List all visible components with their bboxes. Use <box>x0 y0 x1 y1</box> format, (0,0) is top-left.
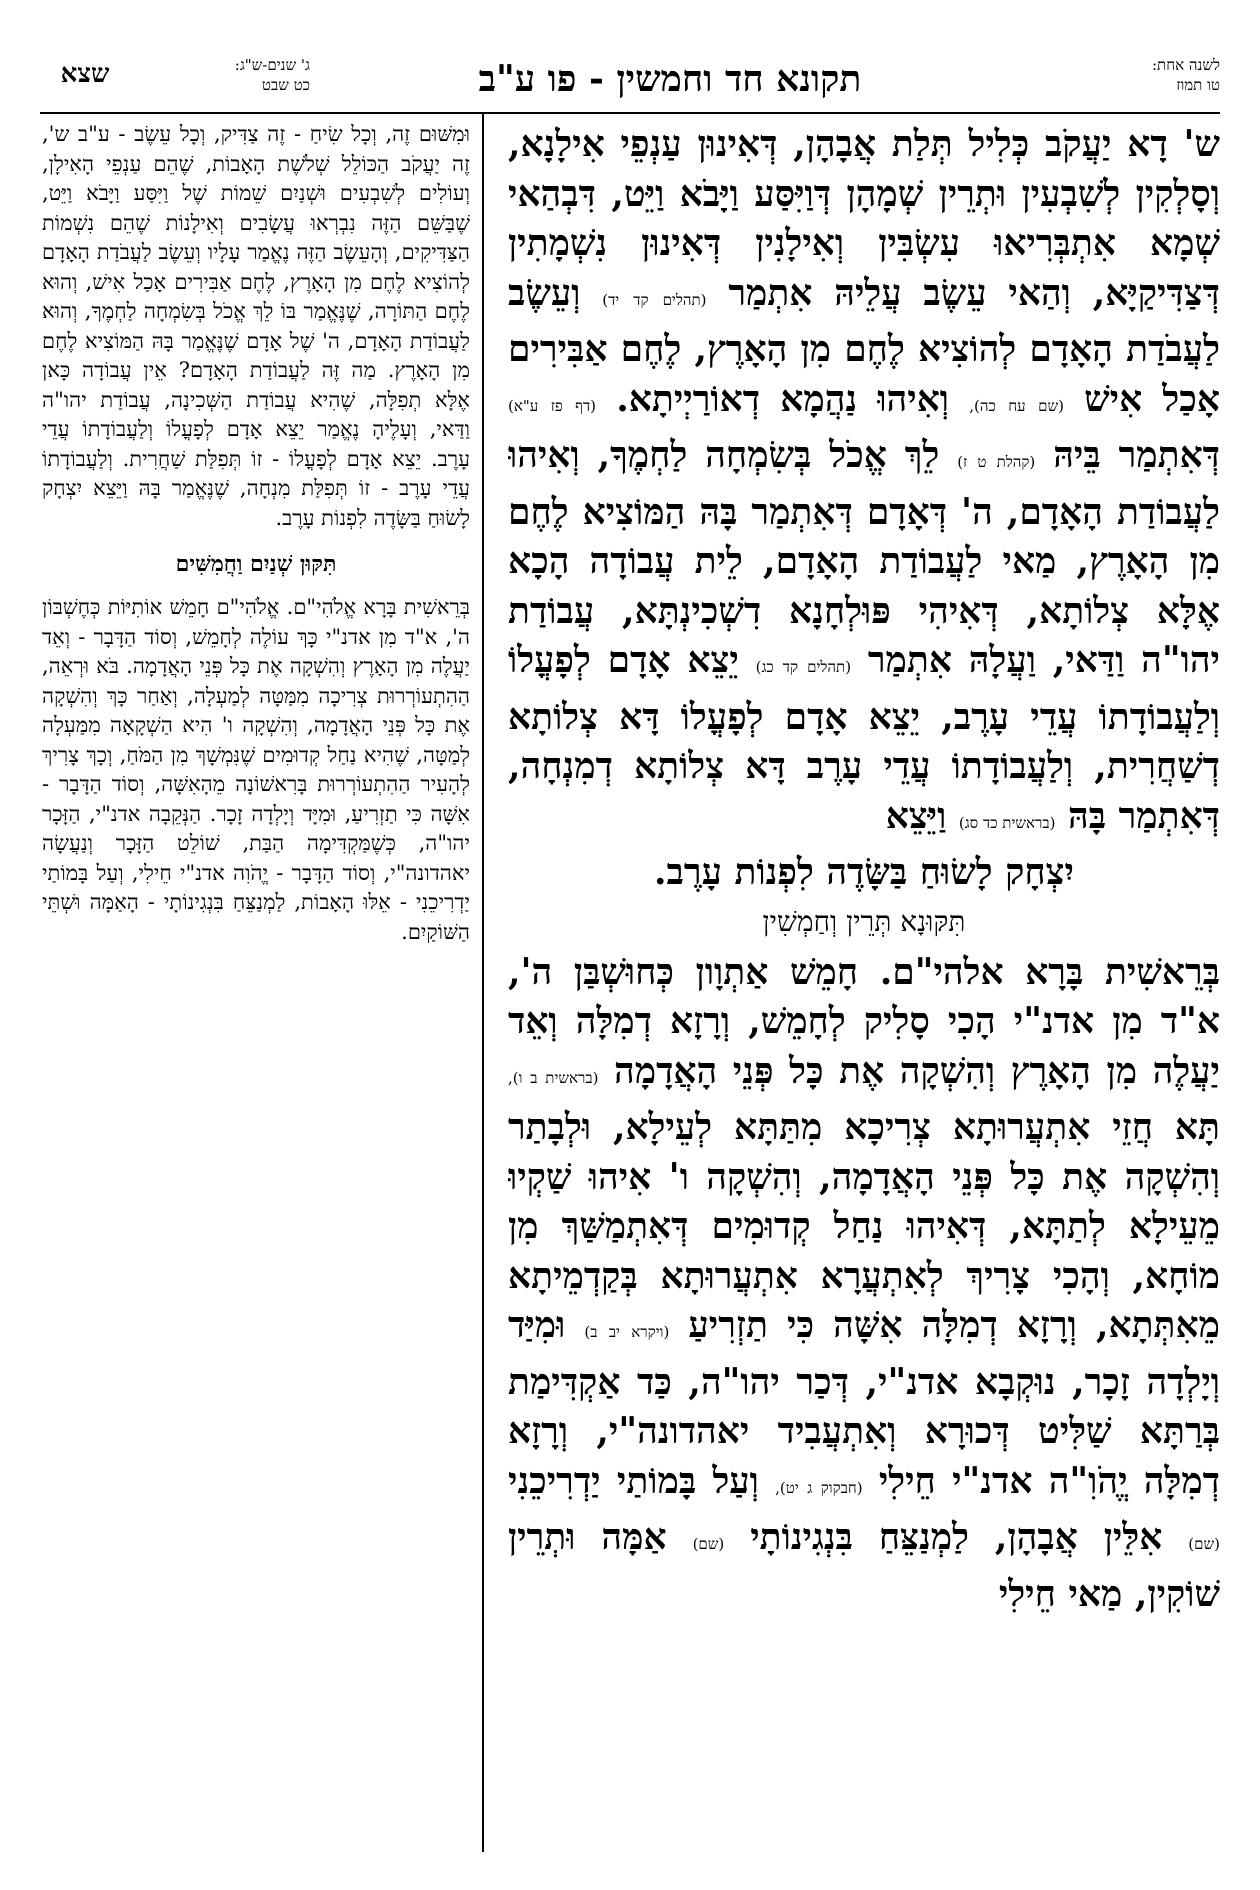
page-number: שצא <box>60 59 110 89</box>
source-reference: (בראשית כד סג) <box>958 813 1056 832</box>
source-reference: (חבקוק ג יט), <box>775 1478 863 1497</box>
main-text: יֵצֵא אָדָם לְפָעֳלוֹ וְלַעֲבוֹדָתוֹ עֲדֵי עָרֶב, יֵצֵא אָדָם לְפָעֳלוֹ דָּא צְלוֹתָא דְשַׁחֲרִית, וְלַעֲבוֹדָתוֹ עֲדֵי עָרֶב דָּא צְלוֹתָא דְמִנְחָה, דְּאִתְמַר בָּהּ <box>508 639 1220 837</box>
main-aramaic-column <box>508 120 1220 1860</box>
source-reference: (שם עח כה), <box>969 396 1064 415</box>
source-reference: (תהלים קד יד) <box>602 290 707 309</box>
main-text: אַמָּה וּתְרֵין שׁוֹקִין, מַאי חֵילִי <box>508 1516 1220 1615</box>
main-text: וּמִיַּד וְיָלְדָה זָכָר, נוּקְבָא אדנ"י, דְּכַר יהו"ה, כַּד אַקְדִּימַת בְּרַתָּא שַׁלִּיט דְּכוּרָא וְאִתְעֲבִיד יאהדונה"י, וְרָזָא דְמִלָּה יֱהֹוִ"ה אדנ"י חֵילִי <box>508 1304 1220 1502</box>
main-text: וַיֵּצֵא <box>885 794 947 837</box>
source-reference: (ויקרא יב ב) <box>584 1323 670 1341</box>
main-text: אִלֵּין אֲבָהָן, לַמְנַצֵּחַ בִּנְגִינוֹתָי <box>750 1516 1163 1558</box>
page-header <box>40 55 1220 110</box>
header-three-years-label: ג' שנים-ש"ג: <box>234 56 310 74</box>
translation-section-title: תִּקּוּן שְׁנַיִם וַחֲמִשִּׁים <box>175 551 337 577</box>
translation-column <box>42 120 470 1860</box>
header-schedule-one-year <box>1000 55 1220 95</box>
main-section-title: תִּקּוּנָא תְּרֵין וְחַמְשִׁין <box>762 904 966 938</box>
main-paragraph-1-ending: יִצְחָק לָשׂוּחַ בַּשָּׂדֶה לִפְנוֹת עָרֶב. <box>654 851 1074 893</box>
source-reference: (קהלת ט ז) <box>957 453 1036 471</box>
main-text: דְּאִתְמַר בֵּיהּ <box>1053 434 1220 476</box>
main-text: תָּא חֲזֵי אִתְעֲרוּתָא צְרִיכָא מִתַּתָּא לְעֵילָא, וּלְבָתַר וְהִשְׁקָה אֶת כָּל פְּנֵי הָאֲדָמָה, וְהִשְׁקָה ו' אִיהוּ שַׁקְיוּ מֵעֵילָא לְתַתָּא, דְּאִיהוּ נַחַל קְדוּמִים דְּאִתְמַשַּׁךְ מִן מוֹחָא, וְהָכִי צָרִיךְ לְאִתְעֲרָא אִתְעֲרוּתָא בְּקַדְמֵיתָא מֵאִתְּתָא, וְרָזָא דְמִלָּה אִשָּׁה כִּי תַזְרִיעַ <box>508 1106 1220 1346</box>
header-divider <box>40 112 1220 114</box>
source-reference: (שם) <box>1188 1535 1220 1553</box>
main-paragraph-1 <box>508 120 1220 848</box>
source-reference: (בראשית ב ו), <box>508 1068 599 1087</box>
column-divider <box>482 112 484 1852</box>
header-one-year-label: לשנה אחת: <box>1152 56 1220 74</box>
main-text: לֵךְ אֱכֹל בְּשִׂמְחָה לַחְמֶךָ, וְאִיהוּ לַעֲבוֹדַת הָאָדָם, ה' דְּאָדָם דְּאִתְמַר בָּהּ הַמּוֹצִיא לֶחֶם מִן הָאָרֶץ, מַאי לַעֲבוֹדַת הָאָדָם, לֵית עֲבוֹדָה הָכָא אֶלָּא צְלוֹתָא, דְּאִיהִי פּוּלְחָנָא דִשְׁכִינְתָּא, עֲבוֹדַת יהו"ה וַדַּאי, וַעֲלָהּ אִתְמַר <box>508 434 1220 681</box>
translation-paragraph-2: בְּרֵאשִׁית בָּרָא אֱלֹהִי"ם. אֱלֹהִי"ם חָמֵשׁ אוֹתִיּוֹת כְּחֶשְׁבּוֹן ה', א"ד מִן אדנ"י כָּךְ עוֹלֶה לְחָמֵשׁ, וְסוֹד הַדָּבָר - וְאֵד יַעֲלֶה מִן הָאָרֶץ וְהִשְׁקָה אֶת כָּל פְּנֵי הָאֲדָמָה. בֹּא וּרְאֵה, הַהִתְעוֹרְרוּת צְרִיכָה מִמַּטָּה לְמַעְלָה, וְאַחַר כָּךְ וְהִשְׁקָה אֶת כָּל פְּנֵי הָאֲדָמָה, וְהִשְׁקָה ו' הִיא הַשְׁקָאָה מִמַּעְלָה לְמַטָּה, שֶׁהִיא נַחַל קְדוּמִים שֶׁנִּמְשָׁךְ מִן הַמֹּחַ, וְכָךְ צָרִיךְ לְהָעִיר הַהִתְעוֹרְרוּת בָּרִאשׁוֹנָה מֵהָאִשָּׁה, וְסוֹד הַדָּבָר - אִשָּׁה כִּי תַזְרִיעַ, וּמִיָּד וְיָלְדָה זָכָר. הַנְּקֵבָה אדנ"י, הַזָּכָר יהו"ה, כְּשֶׁמַּקְדִּימָה הַבַּת, שׁוֹלֵט הַזָּכָר וְנַעֲשָׂה יאהדונה"י, וְסוֹד הַדָּבָר - יֱהֹוִה אדנ"י חֵילִי, וְעַל בָּמוֹתַי יַדְרִיכֵנִי - אֵלּוּ הָאָבוֹת, לַמְנַצֵּחַ בִּנְגִינוֹתָי - הָאַמָּה וּשְׁתֵּי הַשּׁוֹקַיִם. <box>42 595 470 944</box>
header-three-years-date: כט שבט <box>261 76 310 94</box>
header-one-year-date: טו תמוז <box>1176 76 1220 94</box>
main-paragraph-2 <box>508 948 1220 1620</box>
source-reference: (שם) <box>692 1535 725 1553</box>
main-text: וְאִיהוּ נַהֲמָא דְאוֹרַיְיתָא. <box>616 377 950 420</box>
main-text: ש' דָא יַעֲקֹב כְּלִיל תְּלַת אֲבָהָן, דְּאִינוּן עַנְפֵי אִילָנָא, וְסָלְקִין לְשִׁבְעִין וּתְרֵין שְׁמָהָן דְּוַיִּסַּע וַיָּבֹא וַיֵּט, דִּבְהַאי שְׁמָא אִתְבְּרִיאוּ עִשְׂבִּין וְאִילָנִין דְּאִינוּן נִשְׁמָתִין דְּצַדִּיקַיָּא, וְהַאי עֵשֶׂב עֲלֵיהּ אִתְמַר <box>508 123 1220 314</box>
folio-reference: (דף פז ע"א) <box>508 396 597 415</box>
main-text: בְּרֵאשִׁית בָּרָא אלהי"ם. חָמֵשׁ אַתְוָון כְּחוּשְׁבַּן ה', א"ד מִן אדנ"י הָכִי סָלִיק לְחָמֵשׁ, וְרָזָא דְמִלָּה וְאֵד יַעֲלֶה מִן הָאָרֶץ וְהִשְׁקָה אֶת כָּל פְּנֵי הָאֲדָמָה <box>508 950 1220 1092</box>
header-schedule-three-years <box>140 55 310 95</box>
translation-paragraph-1: וּמִשּׁוּם זֶה, וְכָל שִׂיחַ - זֶה צַדִּיק, וְכָל עֵשֶׂב - ע"ב ש', זֶה יַעֲקֹב הַכּוֹלֵל שְׁלֹשֶׁת הָאָבוֹת, שֶׁהֵם עַנְפֵי הָאִילָן, וְעוֹלִים לְשִׁבְעִים וּשְׁנַיִם שֵׁמוֹת שֶׁל וַיִּסַּע וַיָּבֹא וַיֵּט, שֶׁבַּשֵּׁם הַזֶּה נִבְרְאוּ עֲשָׂבִים וְאִילָנוֹת שֶׁהֵם נִשְׁמוֹת הַצַּדִּיקִים, וְהָעֵשֶׂב הַזֶּה נֶאֱמַר עָלָיו וְעֵשֶׂב לַעֲבֹדַת הָאָדָם לְהוֹצִיא לֶחֶם מִן הָאָרֶץ, לֶחֶם אַבִּירִים אָכַל אִישׁ, וְהוּא לֶחֶם הַתּוֹרָה, שֶׁנֶּאֱמַר בּוֹ לֵךְ אֱכֹל בְּשִׂמְחָה לַחְמֶךָ, וְהוּא לַעֲבוֹדַת הָאָדָם, ה' שֶׁל אָדָם שֶׁנֶּאֱמַר בָּהּ הַמּוֹצִיא לֶחֶם מִן הָאָרֶץ. מַה זֶּה לַעֲבוֹדַת הָאָדָם? אֵין עֲבוֹדָה כָּאן אֶלָּא תְפִלָּה, שֶׁהִיא עֲבוֹדַת הַשְּׁכִינָה, עֲבוֹדַת יהו"ה וַדַּאי, וְעָלֶיהָ נֶאֱמַר יֵצֵא אָדָם לְפָעֳלוֹ וְלַעֲבוֹדָתוֹ עֲדֵי עָרֶב. יֵצֵא אָדָם לְפָעֳלוֹ - זוֹ תְּפִלַּת שַׁחֲרִית. וְלַעֲבוֹדָתוֹ עֲדֵי עָרֶב - זוֹ תְּפִלַּת מִנְחָה, שֶׁנֶּאֱמַר בָּהּ וַיֵּצֵא יִצְחָק לָשׂוּחַ בַּשָּׂדֶה לִפְנוֹת עָרֶב. <box>42 122 470 530</box>
page-title: תקונא חד וחמשין - פו ע"ב <box>478 58 862 100</box>
main-text: וְעֵשֶׂב לַעֲבֹדַת הָאָדָם לְהוֹצִיא לֶחֶם מִן הָאָרֶץ, לֶחֶם אַבִּירִים אָכַל אִישׁ <box>508 271 1220 420</box>
source-reference: (תהלים קד כג) <box>755 658 852 676</box>
main-text: וְעַל בָּמוֹתַי יַדְרִיכֵנִי <box>508 1459 759 1502</box>
